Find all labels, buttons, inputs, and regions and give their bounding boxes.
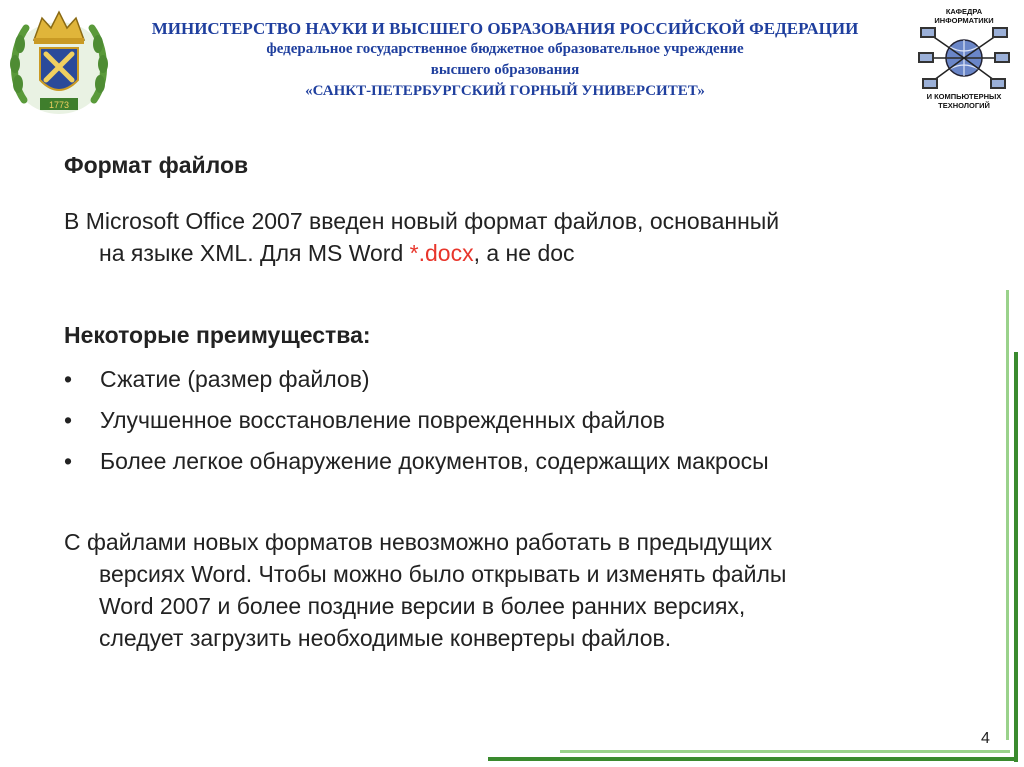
list-item (64, 363, 984, 395)
header-line-3: высшего образования (430, 62, 580, 78)
bullet-icon: • (64, 366, 73, 392)
list-item-text: Сжатие (размер файлов) (100, 366, 370, 392)
green-frame-vertical (1014, 352, 1018, 762)
header-line-4: «САНКТ-ПЕТЕРБУРГСКИЙ ГОРНЫЙ УНИВЕРСИТЕТ» (305, 83, 705, 99)
intro-paragraph (64, 205, 984, 269)
slide-title: Формат файлов (64, 152, 249, 178)
university-emblem-icon (4, 4, 114, 116)
page-number: 4 (981, 730, 990, 747)
logo-caption-bottom-1: И КОМПЬЮТЕРНЫХ (926, 92, 1002, 101)
list-item (64, 404, 984, 436)
logo-caption-top-1: КАФЕДРА (945, 7, 983, 16)
advantages-list (64, 363, 984, 486)
compat-line-2: версиях Word. Чтобы можно было открывать и изменять файлы (99, 561, 787, 587)
advantages-heading: Некоторые преимущества: (64, 322, 371, 348)
bullet-icon: • (64, 407, 73, 433)
intro-line-2-text: на языке XML. Для MS Word (99, 240, 410, 266)
green-frame-vertical-light (1006, 290, 1009, 740)
green-frame-horizontal-light (560, 750, 1010, 753)
bullet-icon: • (64, 448, 73, 474)
compat-line-3: Word 2007 и более поздние версии в более ранних версиях, (99, 593, 746, 619)
list-item-text: Улучшенное восстановление поврежденных файлов (100, 407, 666, 433)
list-item (64, 445, 984, 477)
logo-caption-bottom-2: ТЕХНОЛОГИЙ (938, 101, 990, 110)
ministry-header (120, 18, 890, 102)
intro-line-2 (64, 237, 984, 269)
green-frame-horizontal (488, 757, 1018, 761)
logo-caption-top-2: ИНФОРМАТИКИ (934, 16, 994, 25)
compat-line-4: следует загрузить необходимые конвертеры файлов. (99, 625, 672, 651)
intro-line-1: В Microsoft Office 2007 введен новый формат файлов, основанный (64, 208, 780, 234)
compatibility-paragraph (64, 526, 984, 654)
list-item-text: Более легкое обнаружение документов, содержащих макросы (100, 448, 769, 474)
header-line-2: федеральное государственное бюджетное образовательное учреждение (266, 41, 744, 57)
department-logo (910, 3, 1018, 125)
compat-line-1: С файлами новых форматов невозможно работать в предыдущих (64, 529, 773, 555)
emblem-year: 1773 (48, 100, 70, 110)
intro-line-2-tail: , а не doc (473, 240, 575, 266)
computer-network-icon (918, 25, 1010, 91)
header-line-1: МИНИСТЕРСТВО НАУКИ И ВЫСШЕГО ОБРАЗОВАНИЯ РОССИЙСКОЙ ФЕДЕРАЦИИ (151, 19, 859, 38)
docx-extension: *.docx (409, 240, 474, 266)
